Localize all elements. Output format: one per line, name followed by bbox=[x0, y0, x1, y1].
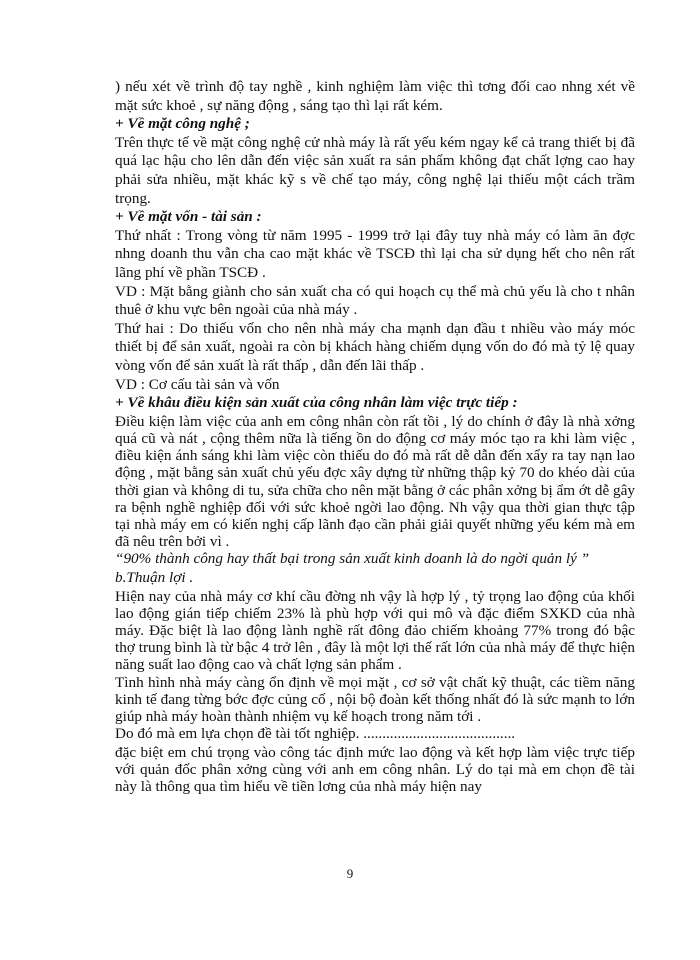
paragraph: VD : Cơ cấu tài sản và vốn bbox=[115, 375, 280, 393]
paragraph: Thứ nhất : Trong vòng từ năm 1995 - 1999 trở lại đây tuy nhà máy có làm ăn đợc nhng doanh thu vẫn cha cao mặt khác về TSCĐ thì lại cha sử dụng hết cho nên rất lãng phí về phần TSCĐ . bbox=[115, 226, 635, 281]
page-number: 9 bbox=[346, 866, 354, 881]
subsection-heading: b.Thuận lợi . bbox=[115, 568, 194, 586]
section-heading: + Về khâu điều kiện sản xuất của công nhân làm việc trực tiếp : bbox=[115, 394, 518, 412]
paragraph: Do đó mà em lựa chọn đề tài tốt nghiệp. ........................................ bbox=[115, 725, 516, 743]
document-body bbox=[115, 78, 635, 795]
paragraph: Điều kiện làm việc của anh em công nhân còn rất tồi , lý do chính ở đây là nhà xởng quá cũ và nát , cộng thêm nữa là tiếng ồn do động cơ máy móc tạo ra khi làm việc , điều kiện ánh sáng khi làm việc còn thiếu do đó mà rất dễ dẫn đến xẩy ra tay nạn lao động , mặt bằng sản xuất chủ yếu đợc xây dựng từ những thập kỷ 70 do khéo dài của thời gian và không di tu, sửa chữa cho nên mặt bằng ở các phân xởng bị ẩm ớt dễ gây ra bệnh nghề nghiệp đối với sức khoẻ ngời lao động. Nh vậy qua thời gian thực tập tại nhà máy em có kiến nghị cấp lãnh đạo cần phải giải quyết những yếu kém mà em đã nêu trên bởi vì . bbox=[115, 412, 635, 551]
section-heading: + Về mặt công nghệ ; bbox=[115, 115, 250, 133]
paragraph: ) nếu xét về trình độ tay nghề , kinh nghiệm làm việc thì tơng đối cao nhng xét về mặt sức khoẻ , sự năng động , sáng tạo thì lại rất kém. bbox=[115, 78, 635, 114]
paragraph: Tình hình nhà máy càng ổn định về mọi mặt , cơ sở vật chất kỹ thuật, các tiềm năng kinh tế đang từng bớc đợc củng cố , nội bộ đoàn kết thống nhất đó là sức mạnh to lớn giúp nhà máy hoàn thành nhiệm vụ kế hoạch trong năm tới . bbox=[115, 673, 635, 725]
quote: “90% thành công hay thất bại trong sản xuất kinh doanh là do ngời quản lý ” bbox=[115, 550, 590, 568]
paragraph: đặc biệt em chú trọng vào công tác định mức lao động và kết hợp làm việc trực tiếp với quản đốc phân xởng cùng với anh em công nhân. Lý do tại mà em chọn đề tài này là thông qua tìm hiểu về tiền lơng của nhà máy hiện nay bbox=[115, 743, 635, 796]
paragraph: VD : Mặt bằng giành cho sản xuất cha có qui hoạch cụ thể mà chủ yếu là cho t nhân thuê ở khu vực bên ngoài của nhà máy . bbox=[115, 282, 635, 319]
section-heading: + Về mặt vốn - tài sản : bbox=[115, 208, 262, 226]
paragraph: Thứ hai : Do thiếu vốn cho nên nhà máy cha mạnh dạn đầu t nhiều vào máy móc thiết bị để sản xuất, ngoài ra còn bị khách hàng chiếm dụng vốn do đó mà tỷ lệ quay vòng vốn để sản xuất là rất thấp , dẫn đến lãi thấp . bbox=[115, 319, 635, 374]
paragraph: Hiện nay của nhà máy cơ khí cầu đờng nh vậy là hợp lý , tỷ trọng lao động của khối lao động gián tiếp chiếm 23% là phù hợp với qui mô và đặc điểm SXKD của nhà máy. Đặc biệt là lao động lành nghề rất đông đảo chiếm khoảng 77% trong đó bậc thợ trung bình là từ bậc 4 trở lên , đây là một lợi thế rất lớn của nhà máy để thực hiện năng suất lao động cao và chất lợng sản phẩm . bbox=[115, 587, 635, 674]
paragraph: Trên thực tế về mặt công nghệ cử nhà máy là rất yếu kém ngay kể cả trang thiết bị đã quá lạc hậu cho lên dẫn đến việc sản xuất ra sản phẩm không đạt chất lợng cao hay phải sửa nhiều, mặt khác kỹ s về chế tạo máy, công nghệ lại thiếu một cách trầm trọng. bbox=[115, 133, 635, 207]
